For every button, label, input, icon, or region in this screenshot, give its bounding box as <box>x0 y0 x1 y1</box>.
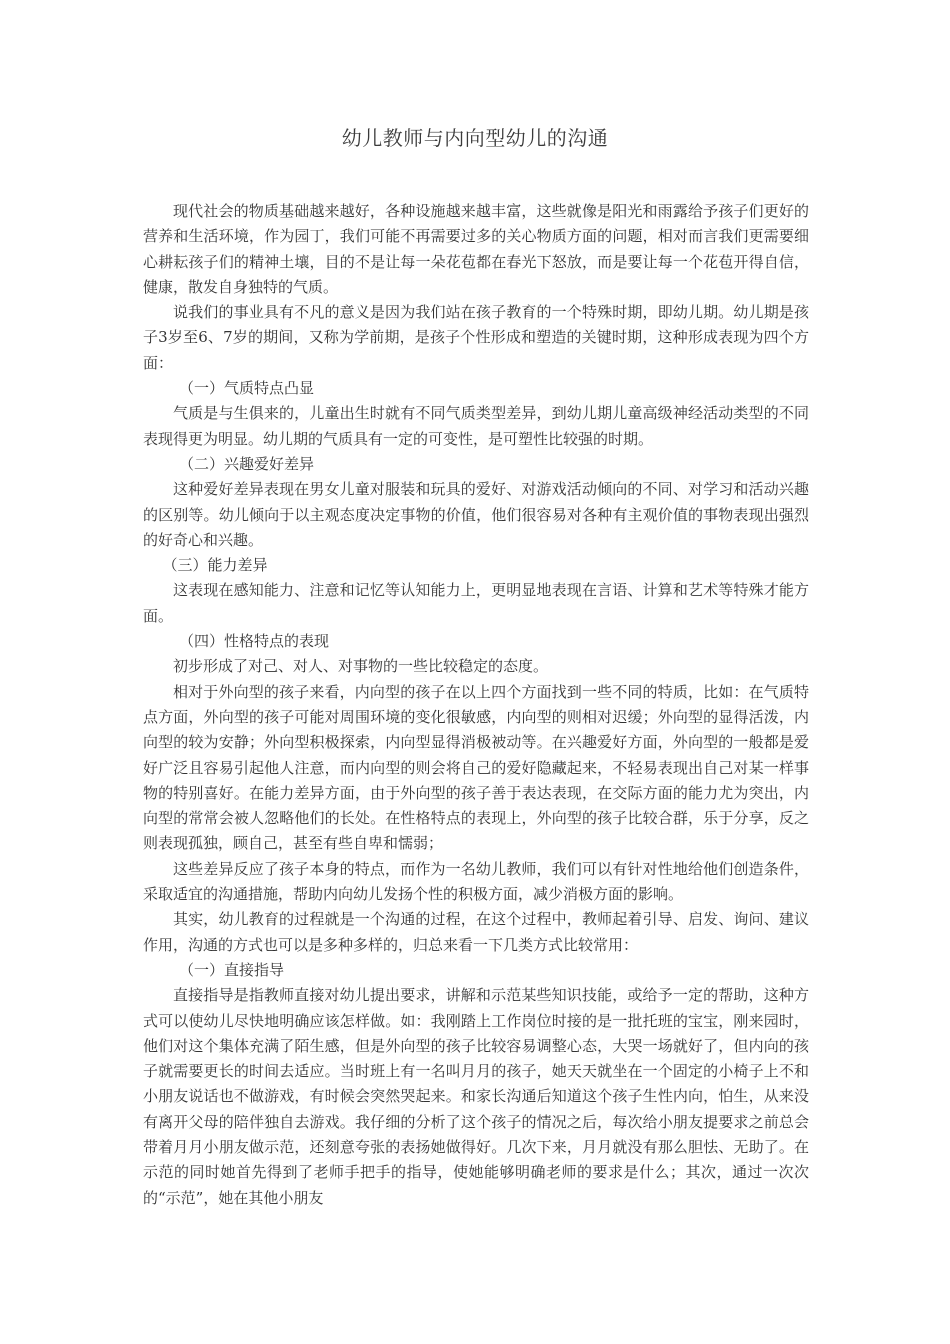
section-heading: （一）气质特点凸显 <box>179 379 315 398</box>
paragraph: 相对于外向型的孩子来看，内向型的孩子在以上四个方面找到一些不同的特质，比如：在气质特点方面，外向型的孩子可能对周围环境的变化很敏感，内向型的则相对迟缓；外向型的显得活泼，内向型的较为安静；外向型积极探索，内向型显得消极被动等。在兴趣爱好方面，外向型的一般都是爱好广泛且容易引起他人注意，而内向型的则会将自己的爱好隐藏起来，不轻易表现出自己对某一样事物的特别喜好。在能力差异方面，由于外向型的孩子善于表达表现，在交际方面的能力尤为突出，内向型的常常会被人忽略他们的长处。在性格特点的表现上，外向型的孩子比较合群，乐于分享，反之则表现孤独，顾自己，甚至有些自卑和懦弱； <box>143 682 809 853</box>
paragraph: 初步形成了对己、对人、对事物的一些比较稳定的态度。 <box>173 657 549 676</box>
section-heading: （一）直接指导 <box>179 960 285 979</box>
paragraph: 这种爱好差异表现在男女儿童对服装和玩具的爱好、对游戏活动倾向的不同、对学习和活动兴趣的区别等。幼儿倾向于以主观态度决定事物的价值，他们很容易对各种有主观价值的事物表现出强烈的好奇心和兴趣。 <box>143 480 809 549</box>
section-heading: （四）性格特点的表现 <box>179 632 330 651</box>
paragraph: 其实，幼儿教育的过程就是一个沟通的过程，在这个过程中，教师起着引导、启发、询问、建议作用，沟通的方式也可以是多种多样的，归总来看一下几类方式比较常用： <box>143 910 809 954</box>
paragraph: 现代社会的物质基础越来越好，各种设施越来越丰富，这些就像是阳光和雨露给予孩子们更好的营养和生活环境，作为园丁，我们可能不再需要过多的关心物质方面的问题，相对而言我们更需要细心耕耘孩子们的精神土壤，目的不是让每一朵花苞都在春光下怒放，而是要让每一个花苞开得自信，健康，散发自身独特的气质。 <box>143 202 809 296</box>
paragraph: 直接指导是指教师直接对幼儿提出要求，讲解和示范某些知识技能，或给予一定的帮助，这种方式可以使幼儿尽快地明确应该怎样做。如：我刚踏上工作岗位时接的是一批托班的宝宝，刚来园时，他们对这个集体充满了陌生感，但是外向型的孩子比较容易调整心态，大哭一场就好了，但内向的孩子就需要更长的时间去适应。当时班上有一名叫月月的孩子，她天天就坐在一个固定的小椅子上不和小朋友说话也不做游戏，有时候会突然哭起来。和家长沟通后知道这个孩子生性内向，怕生，从来没有离开父母的陪伴独自去游戏。我仔细的分析了这个孩子的情况之后，每次给小朋友提要求之前总会带着月月小朋友做示范，还刻意夸张的表扬她做得好。几次下来，月月就没有那么胆怯、无助了。在示范的同时她首先得到了老师手把手的指导，使她能够明确老师的要求是什么；其次，通过一次次的“示范”，她在其他小朋友 <box>143 986 809 1207</box>
paragraph: 这表现在感知能力、注意和记忆等认知能力上，更明显地表现在言语、计算和艺术等特殊才能方面。 <box>143 581 809 625</box>
paragraph: 说我们的事业具有不凡的意义是因为我们站在孩子教育的一个特殊时期，即幼儿期。幼儿期是孩子3岁至6、7岁的期间，又称为学前期，是孩子个性形成和塑造的关键时期，这种形成表现为四个方面： <box>143 303 809 372</box>
paragraph: 气质是与生俱来的，儿童出生时就有不同气质类型差异，到幼儿期儿童高级神经活动类型的不同表现得更为明显。幼儿期的气质具有一定的可变性，是可塑性比较强的时期。 <box>143 404 809 448</box>
section-heading: （三）能力差异 <box>162 556 268 575</box>
document-title: 幼儿教师与内向型幼儿的沟通 <box>341 126 609 150</box>
document-body <box>143 199 809 1211</box>
section-heading: （二）兴趣爱好差异 <box>179 454 315 473</box>
paragraph: 这些差异反应了孩子本身的特点，而作为一名幼儿教师，我们可以有针对性地给他们创造条件，采取适宜的沟通措施，帮助内向幼儿发扬个性的积极方面，减少消极方面的影响。 <box>143 859 809 904</box>
